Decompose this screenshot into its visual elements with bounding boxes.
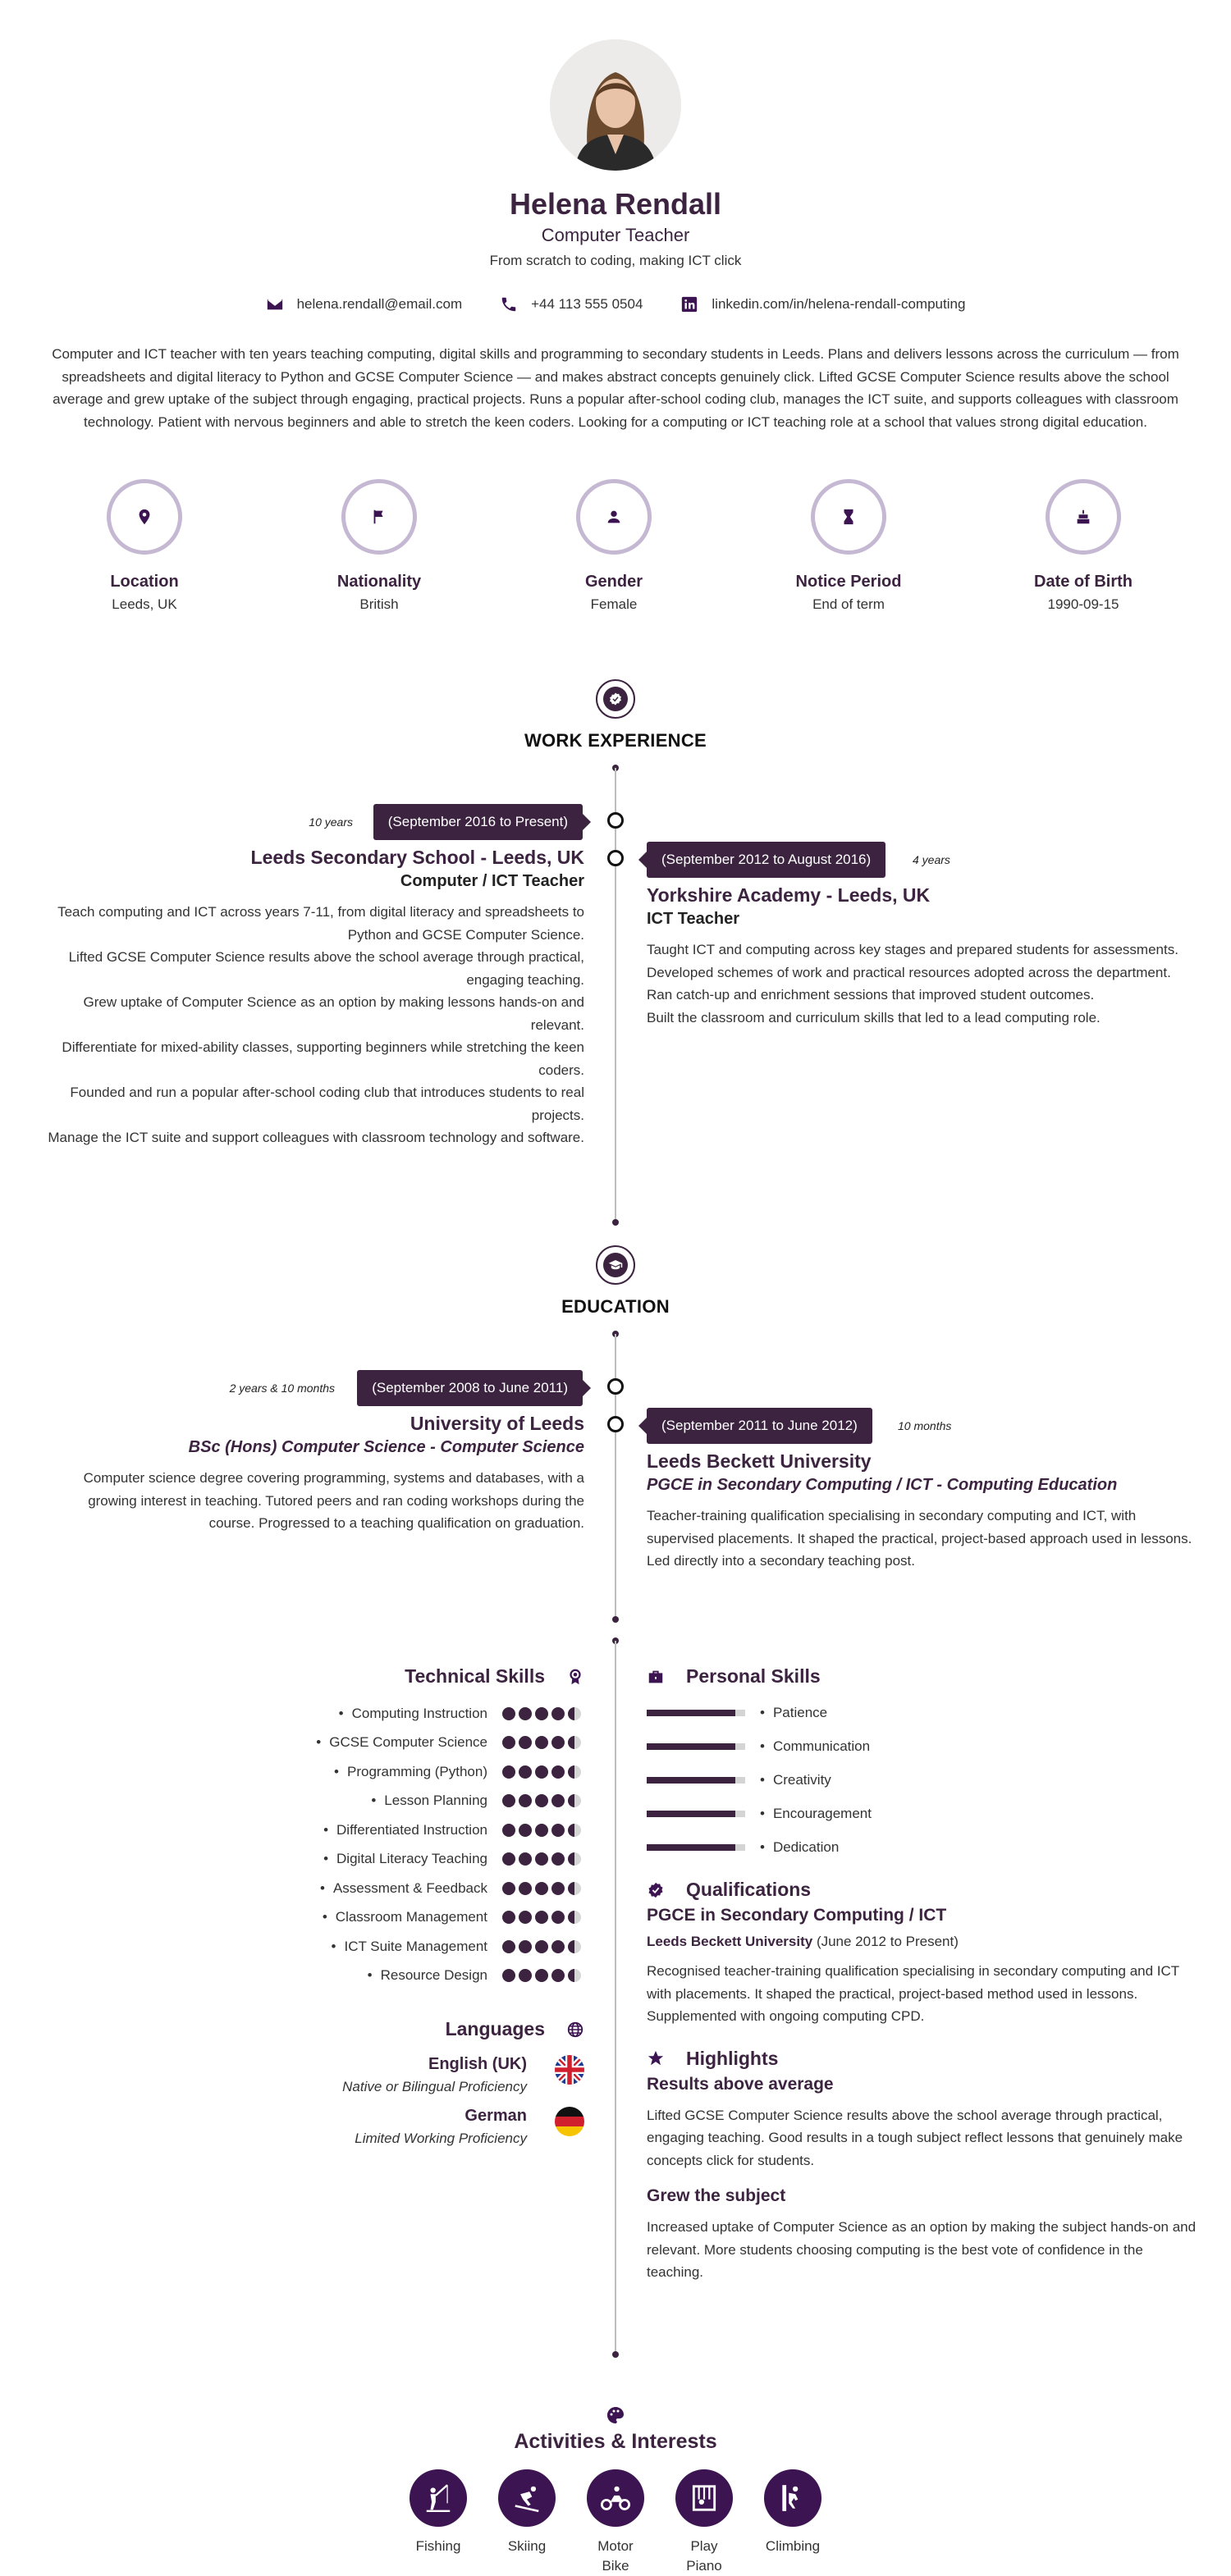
- personal-skill-row: [647, 1696, 1198, 1729]
- edu-desc-1: Computer science degree covering programming, systems and databases, with a growing interest in teaching. Tutored peers and ran coding workshops during the course. Progressed to a teaching qualification on graduation.: [83, 1470, 584, 1531]
- linkedin-icon: [680, 295, 698, 313]
- uk-flag-icon: [555, 2055, 584, 2085]
- rating-dot: [551, 1852, 565, 1866]
- technical-skill-label: • Classroom Management: [323, 1909, 487, 1925]
- flag-icon: [370, 508, 388, 526]
- skill-rating: [502, 1765, 584, 1779]
- work-desc-2: Taught ICT and computing across key stages and prepared students for assessments. Developed schemes of work and practical resources adopted across the department. Ran catch-up and enrichment sessions that improved student outcomes. Built the classroom and curriculum skills that led to a lead computing role.: [647, 942, 1178, 1025]
- personal-skill-label: • Encouragement: [760, 1806, 872, 1822]
- skill-bar-fill: [647, 1710, 735, 1716]
- technical-skills-section: [33, 1665, 584, 2147]
- technical-skill-label: • Differentiated Instruction: [323, 1822, 487, 1838]
- phone-text: +44 113 555 0504: [531, 296, 643, 312]
- personal-skills-title: Personal Skills: [686, 1665, 821, 1687]
- highlights-title: Highlights: [686, 2047, 779, 2069]
- email-text: helena.rendall@email.com: [296, 296, 463, 312]
- hourglass-icon: [840, 508, 858, 526]
- skill-bar-fill: [647, 1844, 735, 1851]
- skill-bar: [647, 1777, 745, 1784]
- qualification-source: Leeds Beckett University (June 2012 to Present): [647, 1934, 959, 1949]
- technical-skill-label: • Digital Literacy Teaching: [323, 1851, 487, 1867]
- avatar: [550, 39, 681, 171]
- edu-date-2: (September 2011 to June 2012): [647, 1408, 872, 1444]
- personal-skill-label: • Dedication: [760, 1839, 839, 1856]
- personal-skill-row: [647, 1797, 1198, 1830]
- technical-skill-label: • Assessment & Feedback: [320, 1880, 487, 1897]
- language-german: German Limited Working Proficiency: [33, 2107, 584, 2147]
- rating-dot: [568, 1736, 581, 1749]
- personal-skills-list: [647, 1696, 1198, 1864]
- education-section-icon: [596, 1245, 635, 1285]
- technical-skill-row: [33, 1932, 584, 1962]
- motorbike-icon: [600, 2482, 631, 2514]
- work-section-icon: [596, 679, 635, 719]
- map-pin-icon: [135, 508, 153, 526]
- timeline-node: [607, 812, 624, 829]
- rating-dot: [535, 1824, 548, 1837]
- skill-rating: [502, 1736, 584, 1749]
- rating-dot: [502, 1765, 515, 1779]
- skiing-icon: [511, 2482, 542, 2514]
- rating-dot: [568, 1794, 581, 1807]
- contact-bar: [0, 295, 1231, 313]
- personal-skill-label: • Creativity: [760, 1772, 831, 1788]
- technical-skill-row: [33, 1787, 584, 1816]
- activity-motor-bike: Motor Bike: [587, 2469, 644, 2576]
- work-duration-1: 10 years: [309, 815, 353, 829]
- rating-dot: [519, 1940, 532, 1953]
- technical-skills-title: Technical Skills: [405, 1665, 545, 1687]
- rating-dot: [519, 1852, 532, 1866]
- personal-skill-label: • Communication: [760, 1738, 870, 1755]
- rating-dot: [502, 1824, 515, 1837]
- rating-dot: [519, 1765, 532, 1779]
- rating-dot: [551, 1765, 565, 1779]
- personal-skill-row: [647, 1830, 1198, 1864]
- rating-dot: [535, 1911, 548, 1924]
- skill-rating: [502, 1852, 584, 1866]
- rating-dot: [568, 1911, 581, 1924]
- technical-skill-row: [33, 1903, 584, 1933]
- rating-dot: [551, 1794, 565, 1807]
- language-english: English (UK) Native or Bilingual Proficiency: [33, 2055, 584, 2095]
- right-column: [647, 1665, 1198, 2284]
- edu-org-2: Leeds Beckett University: [647, 1450, 872, 1472]
- rating-dot: [551, 1736, 565, 1749]
- edu-date-1: (September 2008 to June 2011): [357, 1370, 583, 1406]
- highlight-title-2: Grew the subject: [647, 2186, 786, 2205]
- technical-skill-label: • Lesson Planning: [371, 1793, 487, 1809]
- skill-bar-fill: [647, 1811, 735, 1817]
- work-entry-1: [33, 847, 584, 1149]
- star-icon: [647, 2049, 665, 2067]
- education-section-title: EDUCATION: [561, 1296, 670, 1317]
- rating-dot: [568, 1824, 581, 1837]
- timeline-node: [607, 1378, 624, 1395]
- contact-linkedin[interactable]: [680, 295, 965, 313]
- qualifications-title: Qualifications: [686, 1879, 812, 1900]
- edu-degree-2: PGCE in Secondary Computing / ICT - Computing Education: [647, 1476, 1118, 1494]
- work-org-1: Leeds Secondary School - Leeds, UK: [250, 847, 584, 868]
- climbing-icon: [777, 2482, 808, 2514]
- cake-icon: [1074, 508, 1092, 526]
- skill-bar-fill: [647, 1743, 735, 1750]
- person-icon: [605, 508, 623, 526]
- rating-dot: [535, 1852, 548, 1866]
- qualification-name: PGCE in Secondary Computing / ICT: [647, 1906, 947, 1925]
- work-date-1: (September 2016 to Present): [373, 804, 583, 840]
- work-duration-2: 4 years: [913, 853, 950, 866]
- skill-bar: [647, 1743, 745, 1750]
- fishing-icon: [423, 2482, 454, 2514]
- technical-skill-row: [33, 1874, 584, 1903]
- info-date-of-birth: Date of Birth 1990-09-15: [985, 479, 1182, 613]
- skill-rating: [502, 1824, 584, 1837]
- rating-dot: [502, 1882, 515, 1895]
- rating-dot: [551, 1882, 565, 1895]
- profile-summary: Computer and ICT teacher with ten years teaching computing, digital skills and programming to secondary students in Leeds. Plans and delivers lessons across the curriculum — from spreadsheets and digital literacy to Python and GCSE Computer Science — and makes abstract concepts genuinely click. Lifted GCSE Computer Science results above the school average and grew uptake of the subject through engaging, practical projects. Runs a popular after-school coding club, manages the ICT suite, and supports colleagues with classroom technology. Patient with nervous beginners and able to stretch the keen coders. Looking for a computing or ICT teaching role at a school that values strong digital education.: [52, 346, 1179, 430]
- highlight-desc-2: Increased uptake of Computer Science as an option by making the subject hands-on and relevant. More students choosing computing is the best vote of confidence in the teaching.: [647, 2219, 1197, 2280]
- skill-rating: [502, 1940, 584, 1953]
- envelope-icon: [266, 295, 284, 313]
- rating-dot: [551, 1911, 565, 1924]
- skill-bar: [647, 1811, 745, 1817]
- technical-skill-row: [33, 1699, 584, 1729]
- rating-dot: [519, 1882, 532, 1895]
- technical-skills-list: [33, 1699, 584, 1990]
- edu-duration-2: 10 months: [898, 1419, 952, 1432]
- rating-dot: [535, 1765, 548, 1779]
- edu-degree-1: BSc (Hons) Computer Science - Computer Science: [188, 1438, 584, 1456]
- technical-skill-row: [33, 1845, 584, 1875]
- technical-skill-row: [33, 1816, 584, 1845]
- rating-dot: [535, 1707, 548, 1720]
- personal-skill-row: [647, 1729, 1198, 1763]
- graduation-cap-icon: [608, 1258, 623, 1272]
- skill-rating: [502, 1911, 584, 1924]
- technical-skill-label: • GCSE Computer Science: [316, 1734, 487, 1751]
- work-date-2: (September 2012 to August 2016): [647, 842, 885, 878]
- rating-dot: [568, 1969, 581, 1982]
- rating-dot: [519, 1707, 532, 1720]
- rating-dot: [568, 1707, 581, 1720]
- edu-org-1: University of Leeds: [410, 1413, 584, 1434]
- rating-dot: [535, 1969, 548, 1982]
- skill-rating: [502, 1794, 584, 1807]
- rating-dot: [519, 1969, 532, 1982]
- full-name: Helena Rendall: [509, 187, 722, 221]
- activity-play-piano: Play Piano: [675, 2469, 733, 2576]
- technical-skill-label: • ICT Suite Management: [332, 1939, 487, 1955]
- globe-icon: [566, 2021, 584, 2039]
- rating-dot: [535, 1940, 548, 1953]
- info-location: Location Leeds, UK: [46, 479, 243, 613]
- rating-dot: [502, 1911, 515, 1924]
- info-gender: Gender Female: [515, 479, 712, 613]
- personal-skill-row: [647, 1763, 1198, 1797]
- rating-dot: [535, 1736, 548, 1749]
- palette-icon: [606, 2405, 625, 2425]
- work-role-1: Computer / ICT Teacher: [400, 872, 584, 890]
- timeline-node: [607, 850, 624, 866]
- work-role-2: ICT Teacher: [647, 910, 739, 928]
- rating-dot: [568, 1882, 581, 1895]
- activities-list: [0, 2469, 1231, 2576]
- work-entry-2: [647, 884, 1198, 1029]
- badge-check-icon: [608, 692, 623, 706]
- technical-skill-label: • Programming (Python): [334, 1764, 487, 1780]
- edu-duration-1: 2 years & 10 months: [229, 1382, 335, 1395]
- piano-icon: [689, 2482, 720, 2514]
- work-org-2: Yorkshire Academy - Leeds, UK: [647, 884, 931, 906]
- rating-dot: [519, 1736, 532, 1749]
- activities-title: Activities & Interests: [514, 2430, 717, 2453]
- skill-rating: [502, 1882, 584, 1895]
- rating-dot: [502, 1707, 515, 1720]
- edu-desc-2: Teacher-training qualification specialising in secondary computing and ICT, with supervised placements. It shaped the practical, project-based approach used in lessons. Led directly into a secondary teaching post.: [647, 1508, 1192, 1569]
- rating-dot: [568, 1765, 581, 1779]
- technical-skill-row: [33, 1962, 584, 1991]
- technical-skill-row: [33, 1729, 584, 1758]
- skill-bar: [647, 1844, 745, 1851]
- rating-dot: [519, 1824, 532, 1837]
- tagline: From scratch to coding, making ICT click: [489, 253, 742, 268]
- skill-rating: [502, 1707, 584, 1720]
- rating-dot: [551, 1707, 565, 1720]
- info-nationality: Nationality British: [281, 479, 478, 613]
- rating-dot: [551, 1824, 565, 1837]
- technical-skill-row: [33, 1757, 584, 1787]
- activity-climbing: Climbing: [764, 2469, 821, 2576]
- highlight-title-1: Results above average: [647, 2074, 834, 2094]
- briefcase-icon: [647, 1668, 665, 1686]
- technical-skill-label: • Computing Instruction: [339, 1706, 487, 1722]
- rating-dot: [502, 1852, 515, 1866]
- rating-dot: [568, 1852, 581, 1866]
- timeline-node: [607, 1416, 624, 1432]
- info-notice-period: Notice Period End of term: [750, 479, 947, 613]
- job-title: Computer Teacher: [541, 225, 690, 245]
- work-desc-1: Teach computing and ICT across years 7-11, from digital literacy and spreadsheets to Python and GCSE Computer Science. Lifted GCSE Computer Science results above the school average through practical, engaging teaching. Grew uptake of Computer Science as an option by making lessons hands-on and relevant. Differentiate for mixed-ability classes, supporting beginners while stretching the keen coders. Founded and run a popular after-school coding club that introduces students to real projects. Manage the ICT suite and support colleagues with classroom technology and software.: [48, 904, 584, 1145]
- languages-title: Languages: [445, 2018, 545, 2039]
- phone-icon: [500, 295, 518, 313]
- rating-dot: [502, 1794, 515, 1807]
- rating-dot: [519, 1794, 532, 1807]
- technical-skill-label: • Resource Design: [368, 1967, 487, 1984]
- contact-phone[interactable]: [500, 295, 643, 313]
- skill-bar: [647, 1710, 745, 1716]
- rating-dot: [502, 1969, 515, 1982]
- award-ribbon-icon: [566, 1668, 584, 1686]
- personal-skill-label: • Patience: [760, 1705, 827, 1721]
- rating-dot: [551, 1969, 565, 1982]
- rating-dot: [551, 1940, 565, 1953]
- linkedin-text: linkedin.com/in/helena-rendall-computing: [712, 296, 966, 312]
- rating-dot: [568, 1940, 581, 1953]
- rating-dot: [502, 1736, 515, 1749]
- activity-fishing: Fishing: [410, 2469, 467, 2576]
- work-section-title: WORK EXPERIENCE: [524, 730, 707, 751]
- qualification-desc: Recognised teacher-training qualification specialising in secondary computing and ICT with placements. It shaped the practical, project-based method used in lessons. Supplemented with ongoing computing CPD.: [647, 1963, 1179, 2024]
- rating-dot: [535, 1794, 548, 1807]
- activity-skiing: Skiing: [498, 2469, 556, 2576]
- skill-rating: [502, 1969, 584, 1982]
- edu-entry-1: [33, 1413, 584, 1535]
- germany-flag-icon: [555, 2107, 584, 2136]
- rating-dot: [535, 1882, 548, 1895]
- badge-check-icon: [647, 1881, 665, 1899]
- highlight-desc-1: Lifted GCSE Computer Science results above the school average through practical, engaging teaching. Good results in a tough subject reflect lessons that genuinely make concepts click for students.: [647, 2107, 1183, 2168]
- contact-email[interactable]: [266, 295, 463, 313]
- skill-bar-fill: [647, 1777, 735, 1784]
- edu-entry-2: [647, 1450, 1198, 1573]
- rating-dot: [519, 1911, 532, 1924]
- rating-dot: [502, 1940, 515, 1953]
